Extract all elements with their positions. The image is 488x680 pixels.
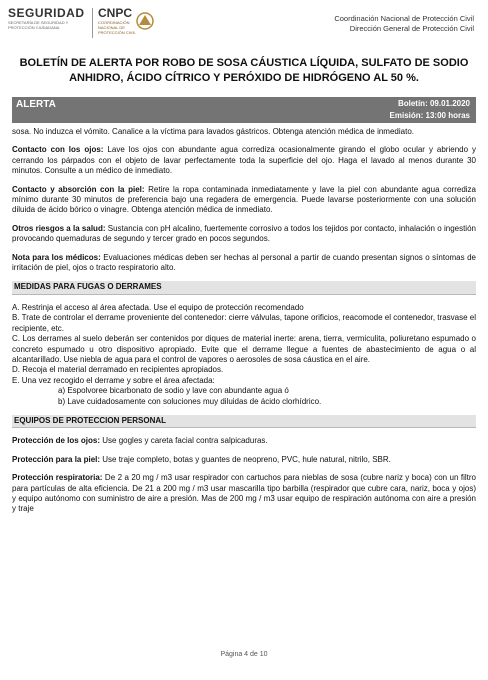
doctor-note-text: Evaluaciones médicas deben ser hechas al personal a partir de cuando presentan signos o síntomas de irritación de piel, ojos o tracto respiratorio alto. bbox=[12, 252, 477, 273]
skin-contact-text: Retire la ropa contaminada inmediatamente y lave la piel con abundante agua corrediza mínimo durante 30 minutos de preferencia bajo una regadera de emergencia. Puede lavarse posteriormente con una solución diluida de ácido bórico o vinagre. Obtenga atención médica de inmediato. bbox=[12, 184, 476, 215]
paragraph-other-risks bbox=[12, 224, 476, 245]
skin-protection-text: Use traje completo, botas y guantes de neopreno, PVC, hule natural, nitrilo, SBR. bbox=[100, 454, 391, 464]
eye-protection-text: Use gogles y careta facial contra salpicaduras. bbox=[100, 436, 268, 446]
spill-subitem-b: b) Lave cuidadosamente con soluciones muy diluidas de ácido clorhídrico. bbox=[58, 396, 322, 406]
alert-label: ALERTA bbox=[16, 99, 56, 110]
respiratory-protection-text: De 2 a 20 mg / m3 usar respirador con cartuchos para nieblas de sosa (cubre nariz y boca) con un filtro para partículas de alta eficiencia. De 21 a 200 mg / m3 usar mascarilla tipo barbilla (respirador que cubre cara, nariz, boca y ojos) y equipo autónomo con suministro de aire a presión. Mas de 200 mg / m3 usar equipo de respiración autónoma con aire a presión y traje bbox=[12, 473, 477, 514]
spill-subitem-a: a) Espolvoree bicarbonato de sodio y lave con abundante agua ó bbox=[58, 386, 289, 396]
paragraph-respiratory-protection bbox=[12, 473, 476, 515]
eye-contact-label: Contacto con los ojos: bbox=[12, 145, 104, 155]
spill-item-d: D. Recoja el material derramado en recipientes apropiados. bbox=[12, 365, 224, 375]
emission-time: Emisión: 13:00 horas bbox=[389, 111, 470, 120]
skin-protection-label: Protección para la piel: bbox=[12, 454, 101, 464]
alert-meta bbox=[390, 98, 470, 122]
paragraph-eye-protection bbox=[12, 436, 476, 446]
logo-divider bbox=[92, 8, 93, 38]
document-body bbox=[12, 127, 476, 523]
alert-bar bbox=[12, 97, 476, 123]
page-number: Página 4 de 10 bbox=[220, 651, 268, 658]
spill-measures-list bbox=[12, 303, 476, 407]
bulletin-title: BOLETÍN DE ALERTA POR ROBO DE SOSA CÁUSTICA LÍQUIDA, SULFATO DE SODIO ANHIDRO, ÁCIDO CÍTRICO Y PERÓXIDO DE HIDRÓGENO AL 50 %. bbox=[19, 57, 469, 84]
other-risks-text: Sustancia con pH alcalino, fuertemente corrosivo a todos los tejidos por contacto, inhalación o ingestión provocando quemaduras de segundo y tercer grado en pocos segundos. bbox=[12, 223, 476, 244]
seguridad-logo-subtext: SECRETARÍA DE SEGURIDAD Y PROTECCIÓN CIUDADANA bbox=[8, 20, 69, 30]
civil-protection-emblem-icon bbox=[136, 12, 154, 30]
agency-line-2: Dirección General de Protección Civil bbox=[349, 24, 474, 33]
spill-item-c: C. Los derrames al suelo deberán ser contenidos por diques de material inerte: arena, tierra, vermiculita, poliuretano espumado o concreto espumado u otro dispositivo apropiado. Evite que el derrame llegue a fuentes de abastecimiento de agua o al alcantarillado. Use niebla de agua para el control de vapores o aerosoles de sosa cáustica en el aire. bbox=[12, 334, 476, 364]
paragraph-skin-contact bbox=[12, 185, 476, 216]
spill-item-b: B. Trate de controlar el derrame proveniente del contenedor: cierre válvulas, tapone orificios, reacomode el contenedor, trasvase el recipiente, etc. bbox=[12, 313, 476, 333]
boletin-number: Boletín: 09.01.2020 bbox=[397, 99, 470, 108]
other-risks-label: Otros riesgos a la salud: bbox=[12, 223, 106, 233]
paragraph-doctor-note bbox=[12, 253, 476, 274]
paragraph-eye-contact bbox=[12, 145, 476, 176]
seguridad-logo-text: SEGURIDAD bbox=[8, 6, 85, 20]
eye-protection-label: Protección de los ojos: bbox=[12, 436, 101, 446]
section-header-ppe: EQUIPOS DE PROTECCION PERSONAL bbox=[12, 415, 476, 428]
cnpc-logo-text: CNPC bbox=[98, 6, 133, 20]
skin-contact-label: Contacto y absorción con la piel: bbox=[12, 184, 145, 194]
eye-contact-text: Lave los ojos con abundante agua corrediza ocasionalmente girando el globo ocular y abriendo y cerrando los párpados con el objeto de lavar perfectamente toda la superficie del ojo. Haga el lavado al menos durante 30 minutos. Consulte a un médico de inmediato. bbox=[12, 145, 476, 176]
spill-item-a: A. Restrinja el acceso al área afectada. Use el equipo de protección recomendado bbox=[12, 302, 304, 312]
seguridad-logo bbox=[8, 6, 88, 30]
section-header-spills: MEDIDAS PARA FUGAS O DERRAMES bbox=[12, 281, 476, 294]
cnpc-logo-subtext: COORDINACIÓN NACIONAL DE PROTECCIÓN CIVIL bbox=[98, 20, 136, 35]
spill-item-e: E. Una vez recogido el derrame y sobre el área afectada: bbox=[12, 375, 215, 385]
respiratory-protection-label: Protección respiratoria: bbox=[12, 473, 103, 483]
agency-line-1: Coordinación Nacional de Protección Civil bbox=[334, 14, 474, 23]
page-header bbox=[0, 0, 488, 48]
doctor-note-label: Nota para los médicos: bbox=[12, 252, 101, 262]
paragraph-skin-protection bbox=[12, 455, 476, 465]
agency-header bbox=[334, 14, 474, 34]
paragraph-continuation: sosa. No induzca el vómito. Canalice a la víctima para lavados gástricos. Obtenga atención médica de inmediato. bbox=[12, 127, 414, 136]
